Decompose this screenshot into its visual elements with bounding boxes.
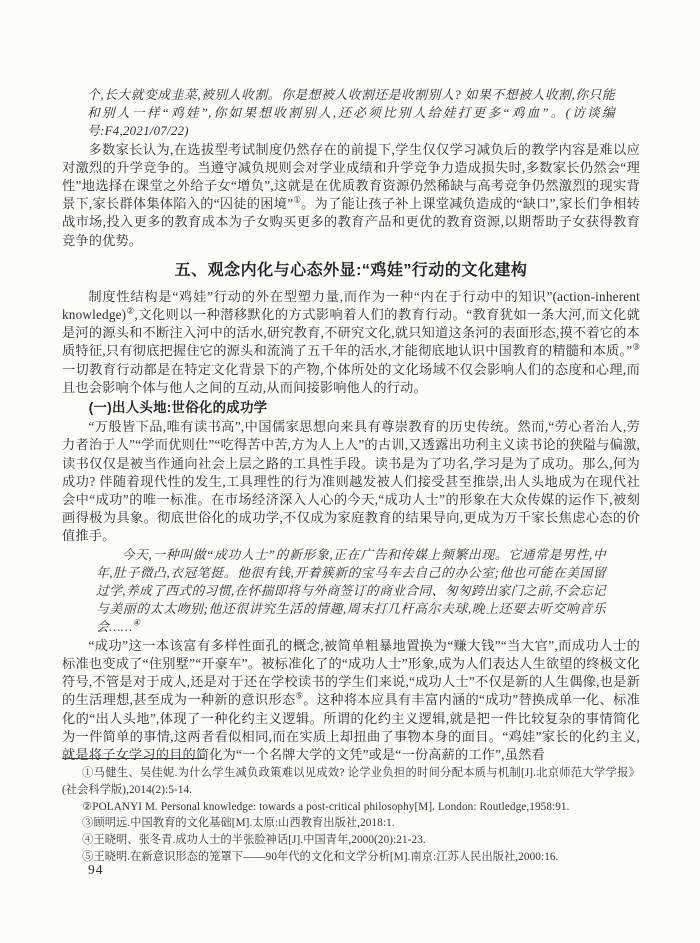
paragraph-text: “成功”这一本该富有多样性面孔的概念,被简单粗暴地置换为“赚大钱”“当大官”,而成功人士的标准也变成了“住别墅”“开豪车”。被标准化了的“成功人士”形象,成为人们表达人生欲望的终极文化符号,不管是对于成人,还是对于还在学校读书的学生们来说,“成功人士”不仅是新的人生偶像,也是新的生活理想,甚至成为一种新的意识形态: [62, 637, 640, 708]
interview-quote-block: [87, 86, 615, 141]
footnote-item-1: ①马健生、吴佳妮.为什么学生减负政策难以见成效? 论学业负担的时间分配本质与机制[J].北京师范大学学报》(社会科学版),2014(2):5-14.: [62, 767, 640, 796]
media-quote-text: 今天,一种叫做“成功人士”的新形象,正在广告和传媒上频繁出现。它通常是男性,中年,肚子微凸,衣冠笔挺。他很有钱,开着簇新的宝马车去自己的办公室;他也可能在美国留过学,养成了西式的习惯,在怀揣即将与外商签订的商业合同、匆匆跨出家门之前,不会忘记与美丽的太太吻别;他还很讲究生活的情趣,周末打几杆高尔夫球,晚上还要去听交响音乐会……: [96, 547, 606, 635]
paragraph-text: 多数家长认为,在选拔型考试制度仍然存在的前提下,学生仅仅学习减负后的教学内容是难以应对激烈的升学竞争的。当遵守减负规则会对学业成绩和升学竞争力造成损失时,多数家长仍然会“理性”地选择在课堂之外给子女“增负”,这就是在优质教育资源仍然稀缺与高考竞争仍然激烈的现实背景下,家长群体集体陷入的“囚徒的困境”: [62, 141, 640, 212]
paragraph-text: 制度性结构是“鸡娃”行动的外在型塑力量,而作为一种“内在于行动中的知识”(action-inherent knowledge): [62, 288, 640, 323]
paragraph-text: ,文化则以一种潜移默化的方式影响着人们的教育行动。“教育犹如一条大河,而文化就是河的源头和不断注入河中的活水,研究教育,不研究文化,就只知道这条河的表面形态,摸不着它的本质特征,只有彻底把握住它的源头和流淌了五千年的活水,才能彻底地认识中国教育的精髓和本质。”: [62, 307, 641, 359]
footnote-item-4: ④王晓明、张冬青.成功人士的半张脸神话[J].中国青年,2000(20):21-23.: [82, 834, 426, 847]
footnote-ref-3: ③: [632, 342, 641, 353]
footnote-item-3: ③顾明远.中国教育的文化基础[M].太原:山西教育出版社,2018:1.: [82, 817, 395, 830]
paragraph-culture-knowledge: [62, 288, 640, 397]
footnote-separator-rule: [62, 758, 204, 759]
subsection-heading: (一)出人头地:世俗化的成功学: [88, 400, 268, 416]
footnote-ref-1: ①: [293, 194, 302, 205]
paragraph-text: 。为了能让孩子补上课堂减负造成的“缺口”,家长们争相转战市场,投入更多的教育成本为子女购买更多的教育产品和更优的教育资源,以期帮助子女获得教育竞争的优势。: [62, 196, 640, 248]
footnote-block: [62, 758, 640, 866]
interview-quote-text: 个,长大就变成韭菜,被别人收割。你是想被人收割还是收割别人? 如果不想被人收割,你只能和别人一样“鸡娃”,你如果想收割别人,还必须比别人给娃打更多“鸡血”。(访谈编号:F4,2021/07/22): [87, 88, 615, 139]
footnote-ref-4: ④: [132, 618, 141, 629]
paragraph-secular-success: “万般皆下品,唯有读书高”,中国儒家思想向来具有尊崇教育的历史传统。然而,“劳心者治人,劳力者治于人”“学而优则仕”“吃得苦中苦,方为人上人”的古训,又透露出功利主义读书论的狭隘与偏激,读书仅仅是被当作通向社会上层之路的工具性手段。读书是为了功名,学习是为了成功。那么,何为成功? 伴随着现代性的发生,工具理性的行为准则越发被人们接受甚至推崇,出人头地成为在现代社会中“成功”的唯一标准。在市场经济深入人心的今天,“成功人士”的形象在大众传媒的运作下,被刻画得极为具象。彻底世俗化的成功学,不仅成为家庭教育的结果导向,更成为万千家长焦虑心态的价值推手。: [62, 419, 640, 544]
media-quote-block: [96, 546, 606, 637]
footnote-item-5: ⑤王晓明.在新意识形态的笼罩下——90年代的文化和文学分析[M].南京:江苏人民出版社,2000:16.: [82, 850, 559, 863]
section-heading: 五、观念内化与心态外显:“鸡娃”行动的文化建构: [174, 261, 528, 279]
footnote-ref-2: ②: [126, 305, 135, 316]
paragraph-text: 。这种将本应具有丰富内涵的“成功”替换成单一化、标准化的“出人头地”,体现了一种化约主义逻辑。所谓的化约主义逻辑,就是把一件比较复杂的事情简化为一件简单的事情,这两者看似相同,而在实质上却扭曲了事物本身的面目。“鸡娃”家长的化约主义,就是将子女学习的目的简化为“一个名牌大学的文凭”或是“一份高薪的工作”,虽然看: [62, 692, 641, 762]
page-number: 94: [88, 862, 104, 877]
paragraph-text: 一切教育行动都是在特定文化背景下的产物,个体所处的文化场域不仅会影响人们的态度和心理,而且也会影响个体与他人之间的互动,从而间接影响他人的行动。: [62, 361, 640, 395]
paragraph-burden-reduction: [62, 141, 640, 250]
footnote-item-2: ②POLANYI M. Personal knowledge: towards a post-critical philosophy[M]. London: Routledge,1958:91.: [82, 800, 570, 813]
paragraph-reductionism: [62, 637, 640, 764]
footnote-ref-5: ⑤: [295, 690, 304, 701]
